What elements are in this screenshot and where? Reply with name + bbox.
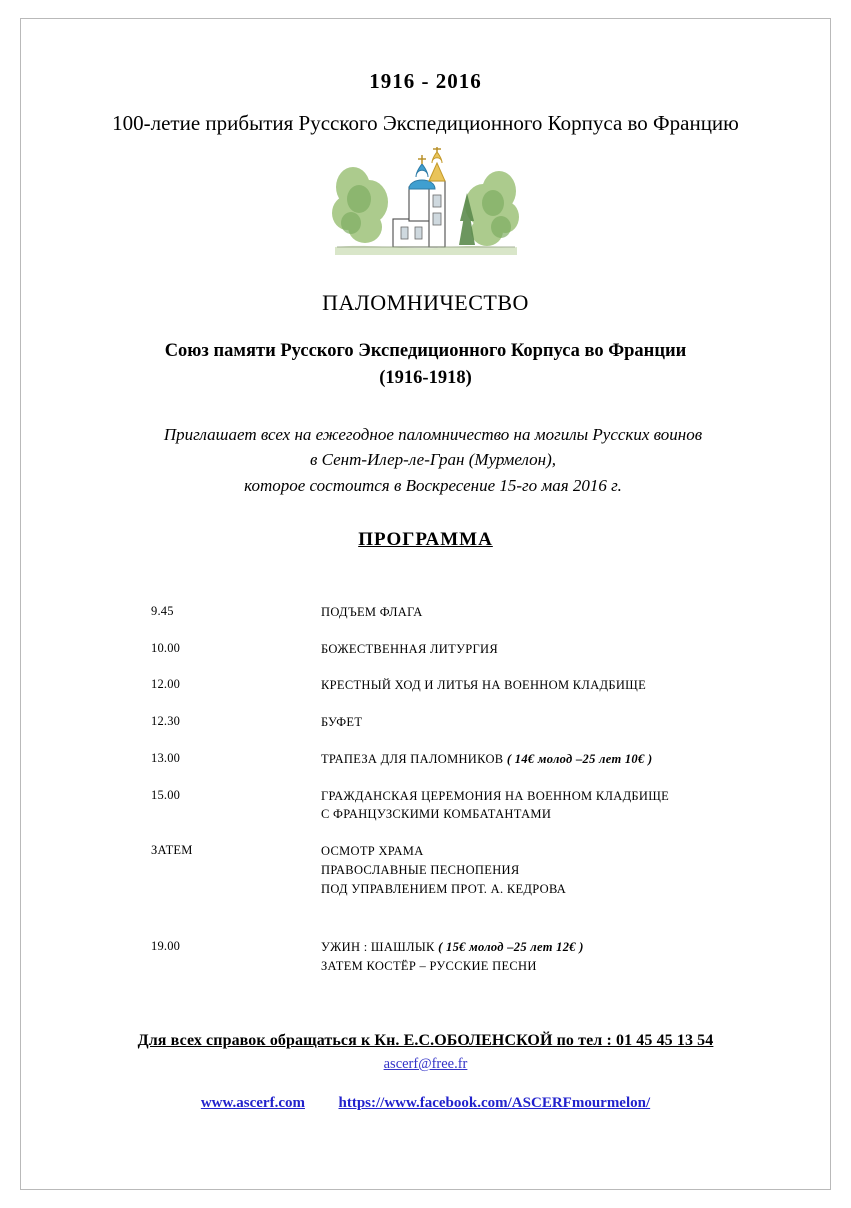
schedule-time: 13.00 [151, 750, 181, 765]
schedule-time: 19.00 [151, 939, 181, 954]
schedule-description-main: ОСМОТР ХРАМА [321, 844, 424, 859]
schedule-time: 12.30 [151, 714, 181, 729]
schedule-time: 9.45 [151, 603, 174, 618]
schedule-time: ЗАТЕМ [151, 843, 193, 858]
email-link[interactable]: ascerf@free.fr [383, 1055, 468, 1072]
links-block [83, 1095, 768, 1112]
schedule-description [311, 603, 423, 622]
schedule-row [151, 750, 768, 769]
schedule-description-line3: ПОД УПРАВЛЕНИЕМ ПРОТ. А. КЕДРОВА [321, 881, 567, 896]
contact-phone-line: Для всех справок обращаться к Кн. Е.С.ОБОЛЕНСКОЙ по тел : 01 45 45 13 54 [137, 1031, 714, 1049]
schedule-description [311, 842, 566, 898]
schedule-time: 12.00 [151, 677, 181, 692]
schedule-time: 15.00 [151, 787, 181, 802]
schedule-row [151, 938, 768, 976]
invitation-text [83, 422, 783, 499]
schedule-description [311, 750, 652, 769]
contact-block [83, 1032, 768, 1073]
website-link[interactable]: www.ascerf.com [200, 1094, 305, 1111]
program-schedule [83, 603, 768, 976]
invitation-line2: в Сент-Илер-ле-Гран (Мурмелон), [310, 450, 556, 470]
schedule-description-main: ГРАЖДАНСКАЯ ЦЕРЕМОНИЯ НА ВОЕННОМ КЛАДБИЩЕ [321, 788, 670, 803]
schedule-description [311, 713, 362, 732]
years-heading: 1916 - 2016 [369, 69, 482, 93]
schedule-description-main: УЖИН : ШАШЛЫК [321, 940, 435, 955]
organization-line1: Союз памяти Русского Экспедиционного Корпуса во Франции [164, 340, 687, 361]
pilgrimage-heading: ПАЛОМНИЧЕСТВО [322, 289, 529, 315]
organization-name [96, 338, 756, 392]
schedule-price: ( 14€ молод –25 лет 10€ ) [506, 751, 653, 766]
schedule-description-main: БОЖЕСТВЕННАЯ ЛИТУРГИЯ [321, 641, 498, 656]
schedule-description-main: ПОДЪЕМ ФЛАГА [321, 604, 423, 619]
schedule-description-line2: ПРАВОСЛАВНЫЕ ПЕСНОПЕНИЯ [321, 862, 520, 877]
schedule-price: ( 15€ молод –25 лет 12€ ) [438, 940, 584, 955]
facebook-link[interactable]: https://www.facebook.com/ASCERFmourmelon/ [338, 1094, 651, 1111]
schedule-row [151, 640, 768, 659]
schedule-description-main: КРЕСТНЫЙ ХОД И ЛИТЬЯ НА ВОЕННОМ КЛАДБИЩЕ [321, 678, 647, 693]
schedule-description-main: БУФЕТ [321, 715, 363, 730]
schedule-row [151, 713, 768, 732]
schedule-description-main: ТРАПЕЗА ДЛЯ ПАЛОМНИКОВ [321, 751, 504, 766]
document-subtitle: 100-летие прибытия Русского Экспедиционного Корпуса во Францию [112, 111, 739, 135]
document-sheet [20, 18, 831, 1190]
schedule-description [311, 676, 646, 695]
schedule-row [151, 787, 768, 825]
schedule-description [311, 787, 669, 825]
church-illustration [331, 147, 521, 282]
schedule-description [311, 640, 498, 659]
schedule-row [151, 603, 768, 622]
organization-line2: (1916-1918) [379, 367, 472, 388]
invitation-line1: Приглашает всех на ежегодное паломничество на могилы Русских воинов [163, 424, 703, 444]
schedule-description [311, 938, 584, 976]
schedule-description-line2: С ФРАНЦУЗСКИМИ КОМБАТАНТАМИ [321, 807, 552, 822]
schedule-row [151, 842, 768, 898]
schedule-description-line2: ЗАТЕМ КОСТЁР – РУССКИЕ ПЕСНИ [321, 959, 537, 974]
program-heading: ПРОГРАММА [358, 528, 493, 550]
schedule-row [151, 676, 768, 695]
invitation-line3: которое состоится в Воскресение 15-го мая 2016 г. [244, 476, 622, 496]
schedule-time: 10.00 [151, 640, 181, 655]
